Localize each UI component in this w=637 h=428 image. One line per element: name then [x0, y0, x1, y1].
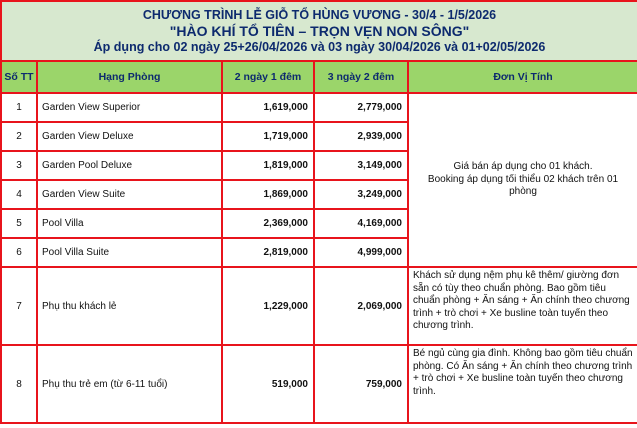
stt-cell: 7: [1, 267, 37, 345]
room-name-cell: Garden View Deluxe: [37, 122, 222, 151]
price-2d-cell: 1,229,000: [222, 267, 314, 345]
price-2d-cell: 1,619,000: [222, 93, 314, 122]
price-2d-cell: 1,819,000: [222, 151, 314, 180]
stt-cell: 6: [1, 238, 37, 267]
price-3d-cell: 2,779,000: [314, 93, 408, 122]
stt-cell: 5: [1, 209, 37, 238]
room-name-cell: Pool Villa Suite: [37, 238, 222, 267]
stt-cell: 4: [1, 180, 37, 209]
price-3d-cell: 3,249,000: [314, 180, 408, 209]
price-2d-cell: 2,819,000: [222, 238, 314, 267]
room-note-text: Giá bán áp dụng cho 01 khách. Booking áp dụng tối thiểu 02 khách trên 01 phòng: [427, 161, 619, 198]
price-3d-cell: 4,999,000: [314, 238, 408, 267]
price-2d-cell: 519,000: [222, 345, 314, 423]
title-line-2: "HÀO KHÍ TỔ TIÊN – TRỌN VẸN NON SÔNG": [169, 22, 470, 39]
header-three-days: 3 ngày 2 đêm: [314, 61, 408, 93]
header-unit: Đơn Vị Tính: [408, 61, 637, 93]
price-3d-cell: 4,169,000: [314, 209, 408, 238]
price-3d-cell: 2,069,000: [314, 267, 408, 345]
price-3d-cell: 3,149,000: [314, 151, 408, 180]
table-row: [1, 93, 637, 122]
stt-cell: 1: [1, 93, 37, 122]
room-name-cell: Phụ thu khách lẻ: [37, 267, 222, 345]
stt-cell: 2: [1, 122, 37, 151]
room-note-cell: [408, 93, 637, 267]
room-name-cell: Pool Villa: [37, 209, 222, 238]
title-block: [1, 1, 637, 61]
room-name-cell: Phụ thu trẻ em (từ 6-11 tuổi): [37, 345, 222, 423]
header-two-days: 2 ngày 1 đêm: [222, 61, 314, 93]
room-name-cell: Garden View Suite: [37, 180, 222, 209]
stt-cell: 8: [1, 345, 37, 423]
table-row-surcharge: [1, 267, 637, 345]
table-row-child-surcharge: [1, 345, 637, 423]
price-3d-cell: 2,939,000: [314, 122, 408, 151]
room-name-cell: Garden Pool Deluxe: [37, 151, 222, 180]
price-3d-cell: 759,000: [314, 345, 408, 423]
room-name-cell: Garden View Superior: [37, 93, 222, 122]
stt-cell: 3: [1, 151, 37, 180]
title-line-1: CHƯƠNG TRÌNH LỄ GIỖ TỔ HÙNG VƯƠNG - 30/4 - 1/5/2026: [142, 7, 497, 22]
header-row: [1, 61, 637, 93]
price-2d-cell: 1,869,000: [222, 180, 314, 209]
price-2d-cell: 2,369,000: [222, 209, 314, 238]
surcharge-note-cell: Khách sử dụng nệm phụ kê thêm/ giường đơn sẵn có tùy theo chuẩn phòng. Bao gồm tiêu chuẩn phòng + Ăn sáng + Ăn chính theo chương trình + trò chơi + Xe busline toàn tuyến theo chương trình.: [408, 267, 637, 345]
price-2d-cell: 1,719,000: [222, 122, 314, 151]
header-room: Hạng Phòng: [37, 61, 222, 93]
header-stt: Số TT: [1, 61, 37, 93]
title-line-3: Áp dụng cho 02 ngày 25+26/04/2026 và 03 ngày 30/04/2026 và 01+02/05/2026: [93, 39, 546, 54]
child-note-cell: Bé ngủ cùng gia đình. Không bao gồm tiêu chuẩn phòng. Có Ăn sáng + Ăn chính theo chương trình + trò chơi + Xe busline toàn tuyến theo chương trình.: [408, 345, 637, 423]
